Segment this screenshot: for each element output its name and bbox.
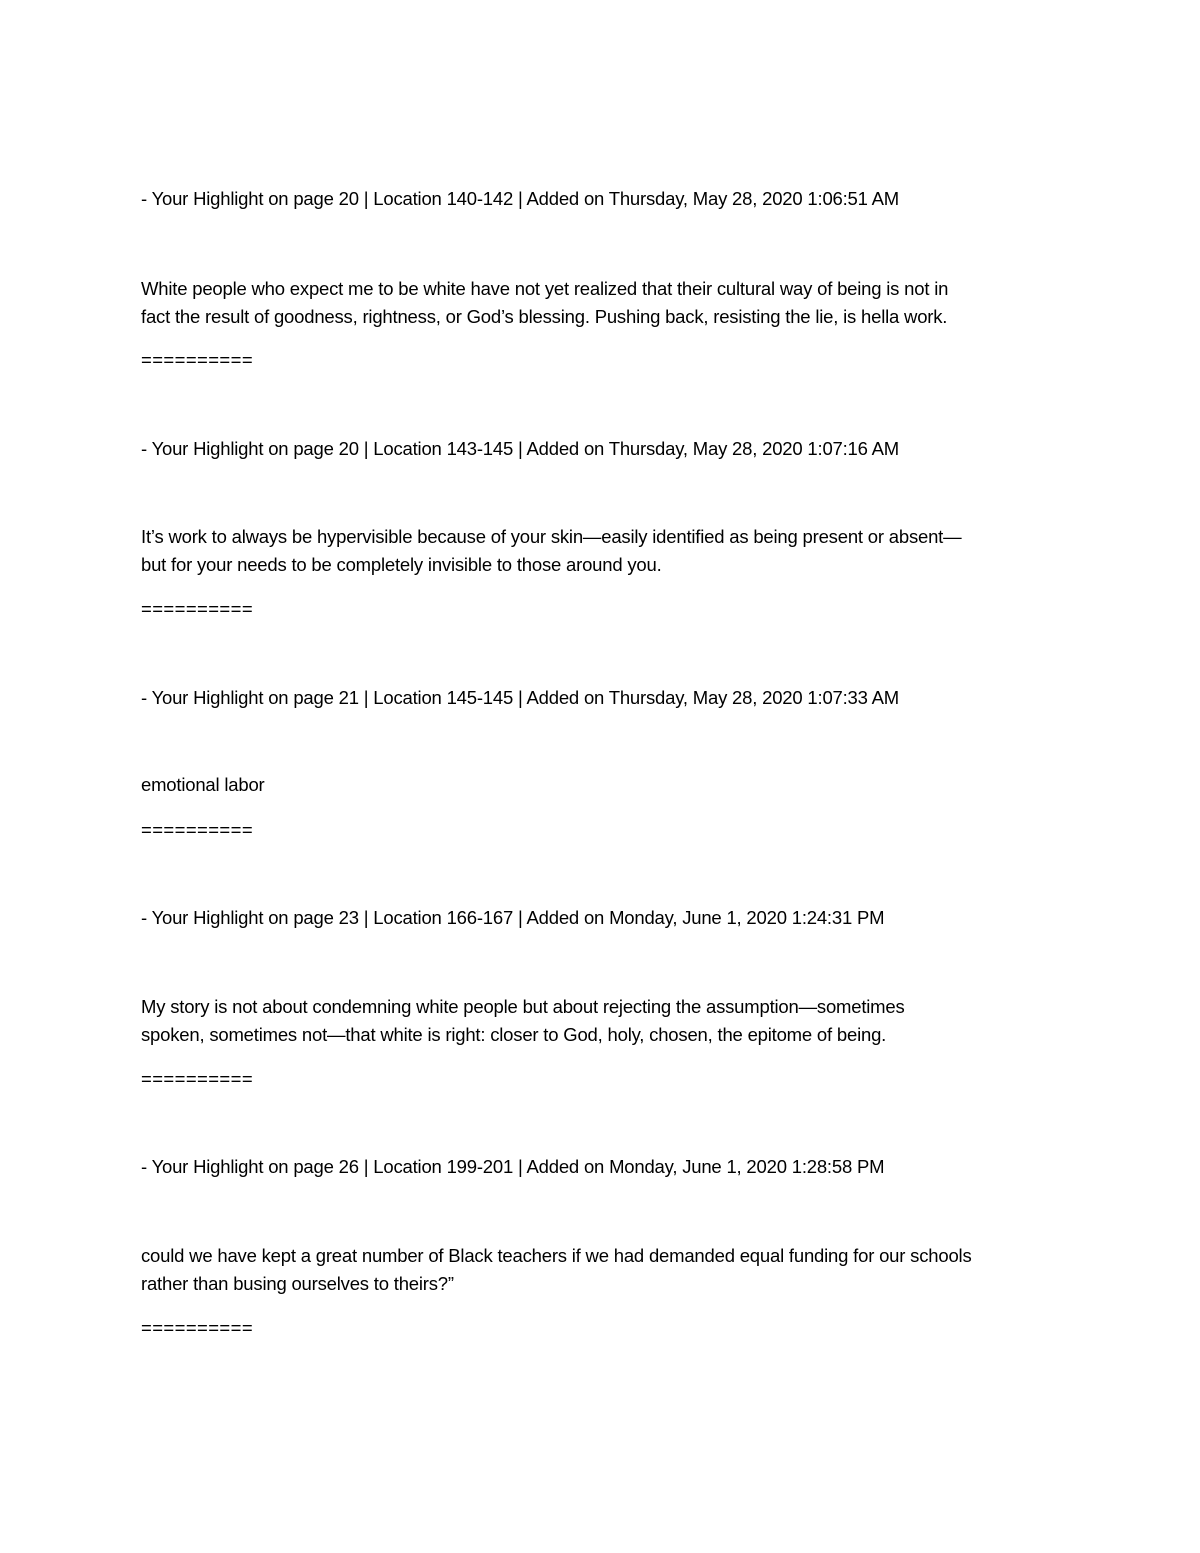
highlight-meta: - Your Highlight on page 23 | Location 166-167 | Added on Monday, June 1, 2020 1:24:31 PM xyxy=(141,907,885,928)
quote-line: It’s work to always be hypervisible because of your skin—easily identified as being present or absent— xyxy=(141,526,962,547)
quote-line: fact the result of goodness, rightness, or God’s blessing. Pushing back, resisting the lie, is hella work. xyxy=(141,306,948,327)
separator: ========== xyxy=(141,1068,254,1089)
separator: ========== xyxy=(141,1317,254,1338)
highlight-quote xyxy=(141,275,1061,331)
quote-line: could we have kept a great number of Black teachers if we had demanded equal funding for our schools xyxy=(141,1245,972,1266)
separator: ========== xyxy=(141,819,254,840)
highlight-quote xyxy=(141,523,1061,579)
quote-line: spoken, sometimes not—that white is right: closer to God, holy, chosen, the epitome of being. xyxy=(141,1024,887,1045)
quote-line: emotional labor xyxy=(141,774,265,795)
highlight-meta: - Your Highlight on page 26 | Location 199-201 | Added on Monday, June 1, 2020 1:28:58 PM xyxy=(141,1156,885,1177)
separator: ========== xyxy=(141,349,254,370)
separator: ========== xyxy=(141,598,254,619)
quote-line: rather than busing ourselves to theirs?” xyxy=(141,1273,454,1294)
highlight-meta: - Your Highlight on page 20 | Location 140-142 | Added on Thursday, May 28, 2020 1:06:51 AM xyxy=(141,188,900,209)
quote-line: but for your needs to be completely invisible to those around you. xyxy=(141,554,662,575)
highlight-quote xyxy=(141,1242,1061,1298)
highlight-meta: - Your Highlight on page 20 | Location 143-145 | Added on Thursday, May 28, 2020 1:07:16 AM xyxy=(141,438,900,459)
highlight-meta: - Your Highlight on page 21 | Location 145-145 | Added on Thursday, May 28, 2020 1:07:33 AM xyxy=(141,687,900,708)
highlight-quote xyxy=(141,771,1061,799)
quote-line: My story is not about condemning white people but about rejecting the assumption—sometimes xyxy=(141,996,905,1017)
highlight-quote xyxy=(141,993,1061,1049)
quote-line: White people who expect me to be white have not yet realized that their cultural way of being is not in xyxy=(141,278,949,299)
